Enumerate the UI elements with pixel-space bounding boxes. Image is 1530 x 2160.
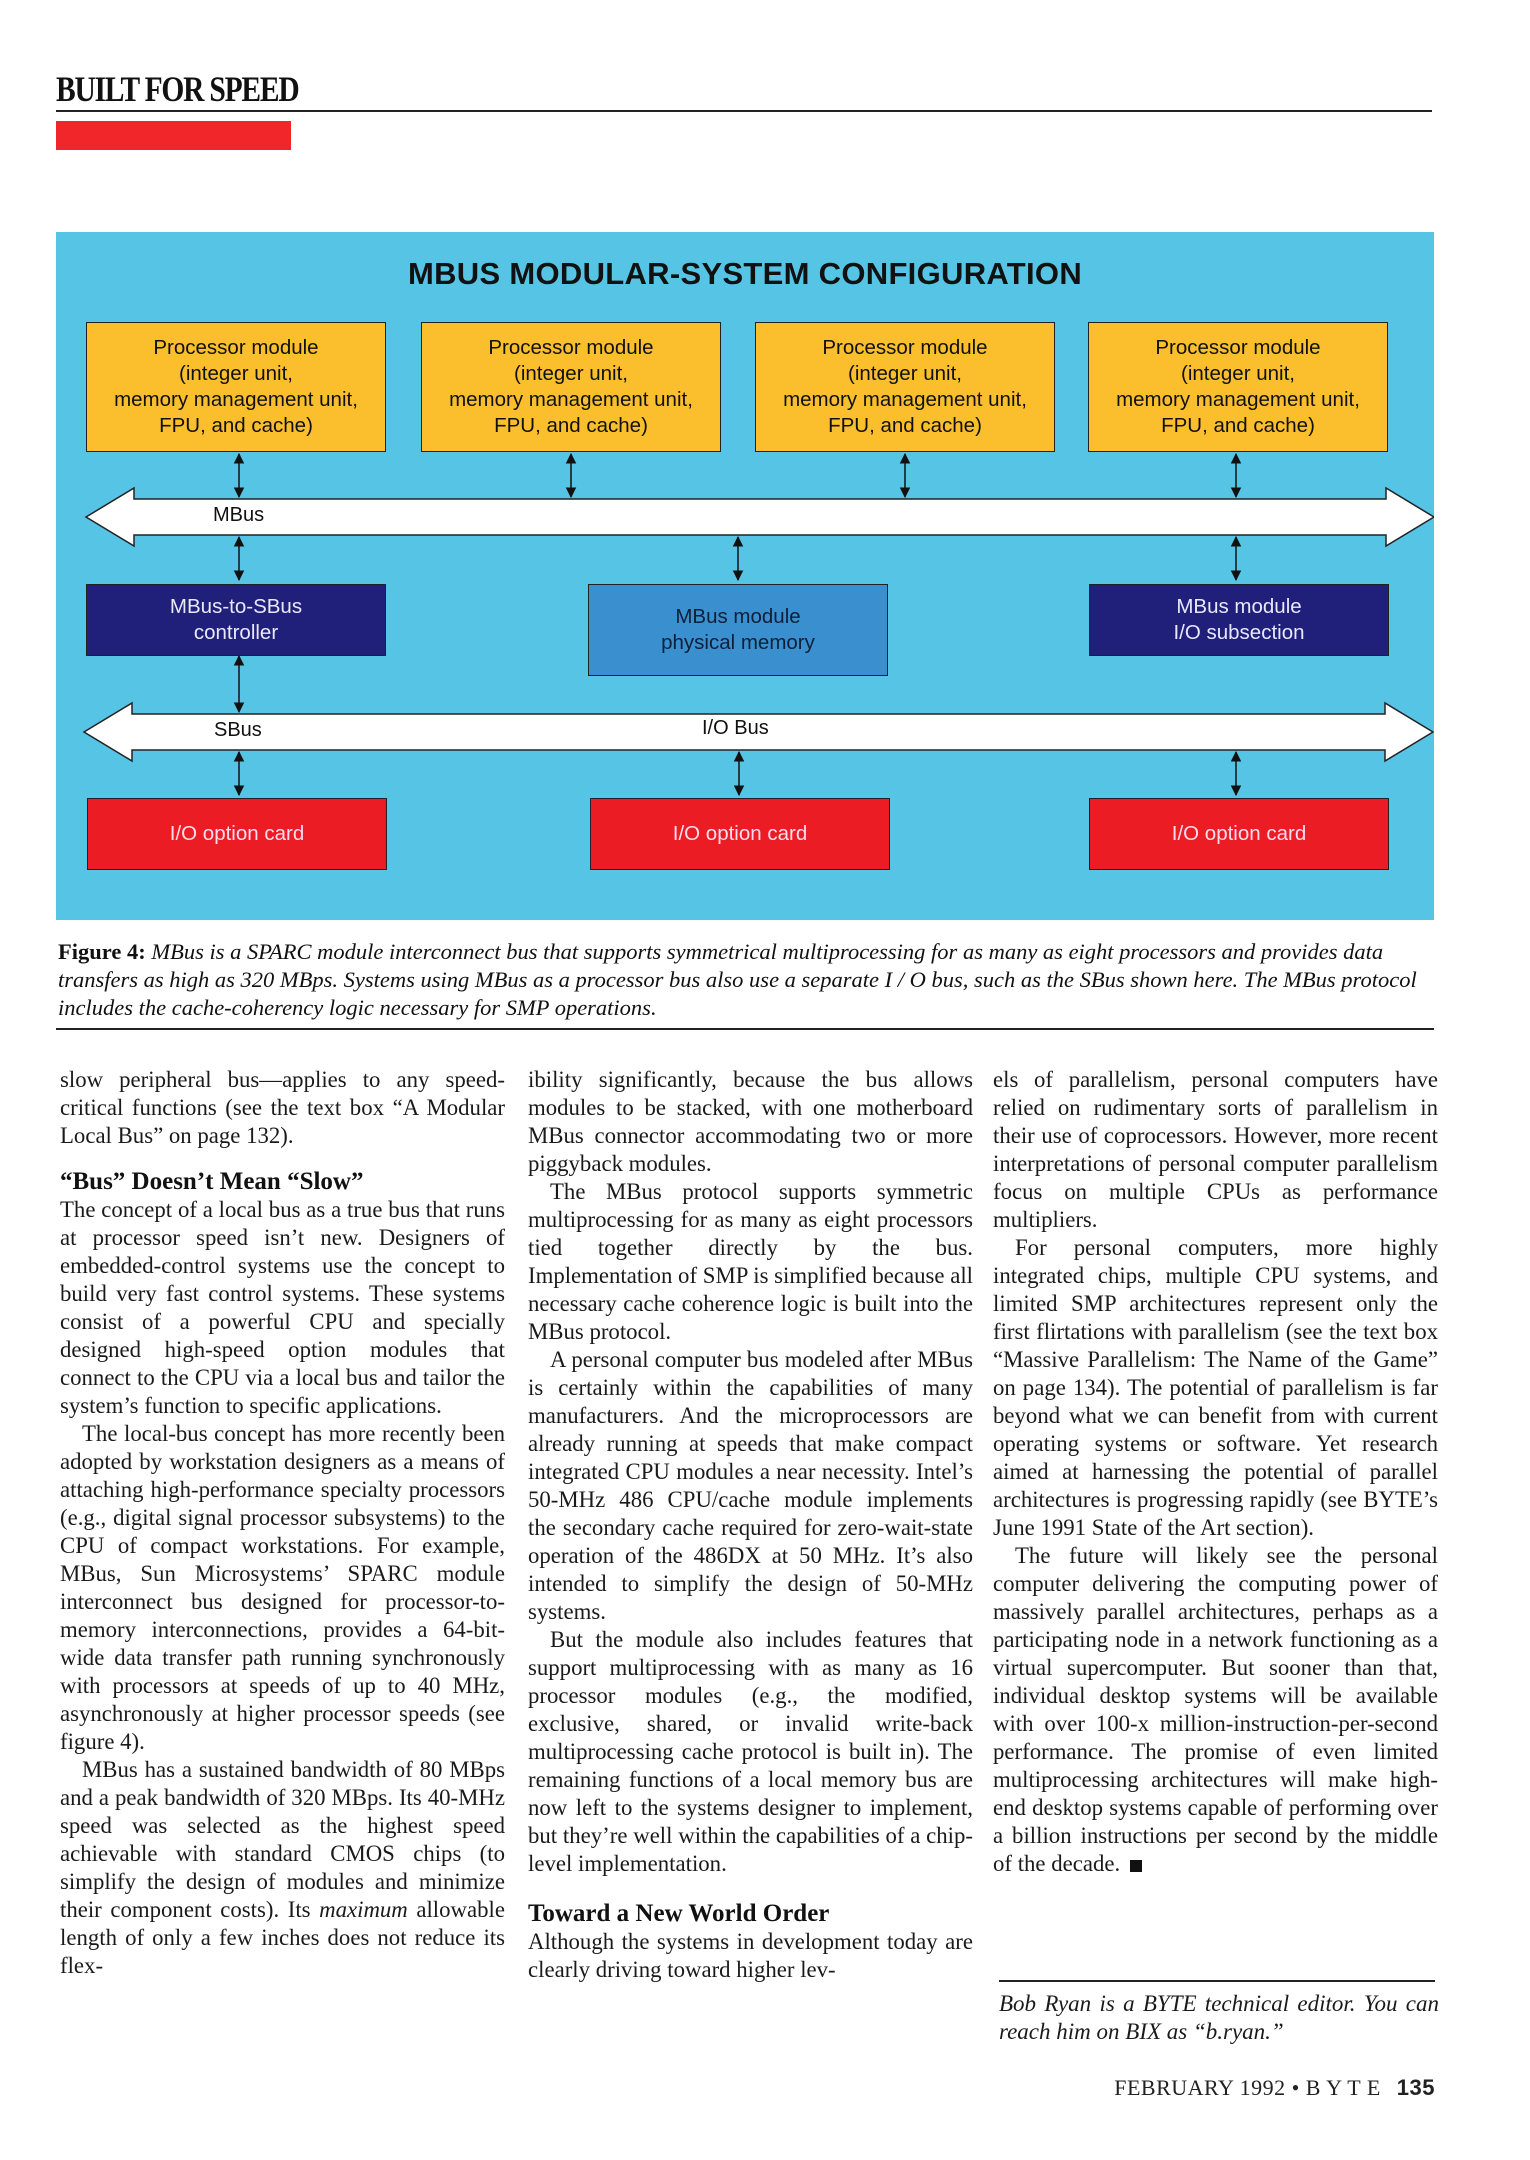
io-card-label: I/O option card — [169, 822, 305, 845]
author-bio: Bob Ryan is a BYTE technical editor. You can reach him on BIX as “b.ryan.” — [999, 1991, 1439, 2044]
paragraph: The concept of a local bus as a true bus that runs at processor speed isn’t new. Designers of embedded-control systems use the concept to build very fast control systems. These systems consist of a powerful CPU and specially designed high-speed option modules that connect to the CPU via a local bus and tailor the system’s function to specific applications. — [60, 1197, 505, 1418]
accent-bar — [56, 121, 291, 150]
controller-label: controller — [193, 621, 279, 644]
io-bus-label: I/O Bus — [702, 717, 769, 739]
paragraph — [993, 1542, 1438, 1878]
paragraph — [60, 1756, 505, 1980]
memory-label: MBus module — [675, 605, 801, 628]
mbus-label: MBus — [213, 504, 265, 526]
mbus-io-subsection-module — [1089, 584, 1389, 656]
mbus-bus-arrow — [86, 488, 1434, 546]
text-run: MBus has a sustained bandwidth of 80 MBps and a peak bandwidth of 320 MBps. Its 40-MHz speed was selected as the highest speed achievable with standard CMOS chips (to simplify the design of modules and minimize their component costs). Its — [60, 1757, 505, 1922]
page-number: 135 — [1396, 2075, 1435, 2100]
proc-label: FPU, and cache) — [159, 414, 313, 437]
mbus-to-sbus-controller — [86, 584, 386, 656]
header-rule — [56, 110, 1432, 112]
text-run: allowable length of only a few inches does not reduce its flex- — [60, 1897, 505, 1978]
figure-diagram — [56, 232, 1434, 920]
processor-module-1 — [86, 322, 386, 452]
proc-label: FPU, and cache) — [494, 414, 648, 437]
article-column-2 — [528, 1066, 973, 1984]
caption-label: Figure 4: — [58, 939, 146, 964]
controller-label: MBus-to-SBus — [169, 595, 303, 618]
paragraph: els of parallelism, personal computers have relied on rudimentary sorts of parallelism in their use of coprocessors. However, more recent interpretations of personal computer parallelism focus on multiple CPUs as performance multipliers. — [993, 1067, 1438, 1232]
paragraph: A personal computer bus modeled after MBus is certainly within the capabilities of many manufacturers. And the microprocessors are already running at speeds that make compact integrated CPU modules a near necessity. Intel’s 50-MHz 486 CPU/cache module implements the secondary cache required for zero-wait-state operation of the 486DX at 50 MHz. It’s also intended to simplify the design of 50-MHz systems. — [528, 1347, 973, 1624]
proc-label: Processor module — [488, 336, 654, 359]
text-run: The future will likely see the personal computer delivering the computing power of massively parallel architectures, perhaps as a participating node in a network functioning as a virtual supercomputer. But sooner than that, individual desktop systems will be available with over 100-x million-instruction-per-second performance. The promise of even limited multiprocessing architectures will make high-end desktop systems capable of performing over a billion instructions per second by the middle of the decade. — [993, 1543, 1438, 1876]
caption-text: MBus is a SPARC module interconnect bus that supports symmetrical multiprocessing for as many as eight processors and provides data transfers as high as 320 MBps. Systems using MBus as a processor bus also use a separate I / O bus, such as the SBus shown here. The MBus protocol includes the cache-coherency logic necessary for SMP operations. — [58, 939, 1417, 1020]
page-footer — [1114, 2075, 1435, 2101]
io-option-card-2 — [590, 798, 890, 870]
article-column-1 — [60, 1066, 505, 1980]
proc-label: (integer unit, — [514, 362, 628, 385]
end-of-article-icon — [1130, 1860, 1142, 1872]
proc-label: (integer unit, — [1181, 362, 1295, 385]
io-card-label: I/O option card — [1171, 822, 1307, 845]
section-title: BUILT FOR SPEED — [56, 69, 299, 109]
io-subsection-label: I/O subsection — [1173, 621, 1305, 644]
io-option-card-1 — [87, 798, 387, 870]
paragraph: ibility significantly, because the bus allows modules to be stacked, with one motherboard MBus connector accommodating two or more piggyback modules. — [528, 1067, 973, 1176]
memory-label: physical memory — [661, 631, 815, 654]
proc-label: (integer unit, — [848, 362, 962, 385]
proc-label: memory management unit, — [1116, 388, 1360, 411]
figure-caption — [58, 938, 1438, 1022]
mbus-physical-memory-module — [588, 584, 888, 676]
paragraph: But the module also includes features that support multiprocessing with as many as 16 processor modules (e.g., the modified, exclusive, shared, or invalid write-back multiprocessing cache protocol is built in). The remaining functions of a local memory bus are now left to the systems designer to implement, but they’re well within the capabilities of a chip-level implementation. — [528, 1627, 973, 1876]
bio-rule — [999, 1980, 1435, 1982]
paragraph: Although the systems in development today are clearly driving toward higher lev- — [528, 1929, 973, 1982]
article-column-3 — [993, 1066, 1438, 1878]
subheading: “Bus” Doesn’t Mean “Slow” — [60, 1168, 364, 1195]
sbus-label: SBus — [214, 719, 262, 741]
proc-label: Processor module — [153, 336, 319, 359]
proc-label: FPU, and cache) — [828, 414, 982, 437]
paragraph: For personal computers, more highly integrated chips, multiple CPU systems, and limited SMP architectures represent only the first flirtations with parallelism (see the text box “Massive Parallelism: The Name of the Game” on page 134). The potential of parallelism is far beyond what we can benefit from with current operating systems or software. Yet research aimed at harnessing the potential of parallel architectures is progressing rapidly (see BYTE’s June 1991 State of the Art section). — [993, 1235, 1438, 1540]
proc-label: Processor module — [822, 336, 988, 359]
proc-label: Processor module — [1155, 336, 1321, 359]
paragraph: The local-bus concept has more recently been adopted by workstation designers as a means of attaching high-performance specialty processors (e.g., digital signal processor subsystems) to the CPU of compact workstations. For example, MBus, Sun Microsystems’ SPARC module interconnect bus designed for processor-to-memory interconnections, provides a 64-bit-wide data transfer path running synchronously with processors at speeds of up to 40 MHz, asynchronously at higher processor speeds (see figure 4). — [60, 1421, 505, 1754]
paragraph: slow peripheral bus—applies to any speed-critical functions (see the text box “A Modular Local Bus” on page 132). — [60, 1067, 505, 1148]
paragraph: The MBus protocol supports symmetric multiprocessing for as many as eight processors tied together directly by the bus. Implementation of SMP is simplified because all necessary cache coherence logic is built into the MBus protocol. — [528, 1179, 973, 1344]
subheading: Toward a New World Order — [528, 1900, 830, 1927]
processor-module-3 — [755, 322, 1055, 452]
io-subsection-label: MBus module — [1176, 595, 1302, 618]
processor-module-4 — [1088, 322, 1388, 452]
proc-label: memory management unit, — [114, 388, 358, 411]
io-card-label: I/O option card — [672, 822, 808, 845]
processor-module-2 — [421, 322, 721, 452]
io-option-card-3 — [1089, 798, 1389, 870]
proc-label: memory management unit, — [449, 388, 693, 411]
caption-rule — [56, 1028, 1434, 1030]
proc-label: FPU, and cache) — [1161, 414, 1315, 437]
proc-label: (integer unit, — [179, 362, 293, 385]
figure-title: MBUS MODULAR-SYSTEM CONFIGURATION — [407, 256, 1083, 291]
proc-label: memory management unit, — [783, 388, 1027, 411]
issue-label: FEBRUARY 1992 • B Y T E — [1114, 2075, 1381, 2100]
emphasis: maximum — [319, 1897, 408, 1922]
